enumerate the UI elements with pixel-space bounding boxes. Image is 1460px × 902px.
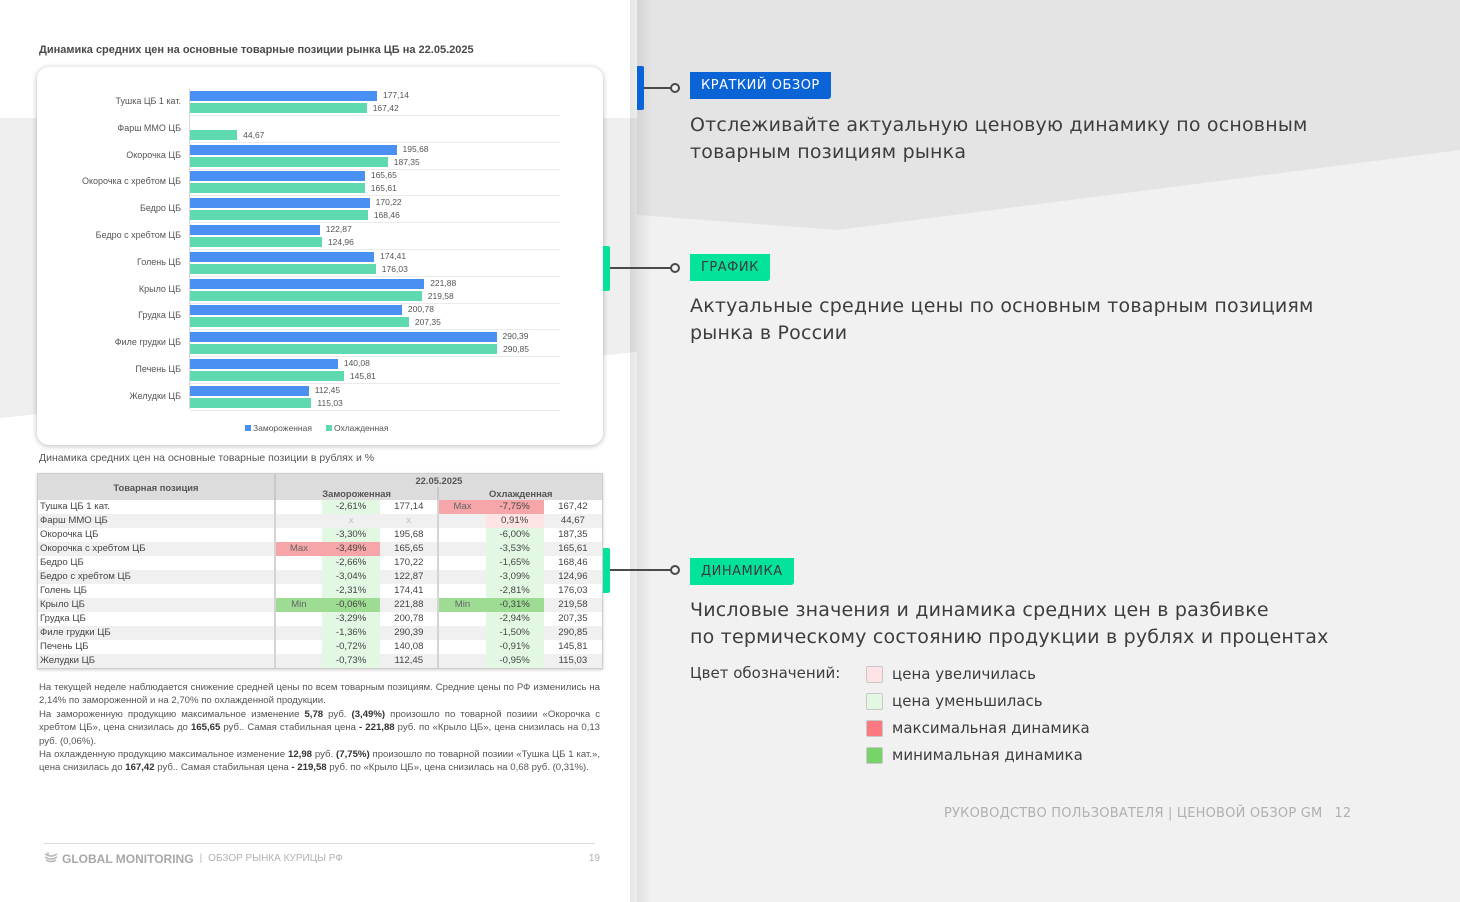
- frozen-price: 140,08: [380, 640, 438, 654]
- frozen-flag: [275, 584, 322, 598]
- table-row: [38, 626, 602, 640]
- bar-value-frozen: 112,45: [314, 384, 341, 395]
- bar-chilled: [190, 210, 368, 220]
- bar-frozen: [190, 305, 402, 315]
- frozen-price: 112,45: [380, 654, 438, 668]
- chilled-flag: [438, 570, 485, 584]
- callout-line-overview: [644, 87, 671, 89]
- frozen-price: 177,14: [380, 500, 438, 514]
- chilled-change-pct: -0,31%: [486, 598, 544, 612]
- callout-line-chart: [610, 267, 671, 269]
- legend-item-max-dynamics: максимальная динамика: [866, 719, 1090, 737]
- position-name: Окорочка ЦБ: [38, 528, 275, 542]
- page-shadow: [630, 0, 652, 902]
- header-chilled: Охлажденная: [438, 487, 602, 500]
- position-name: Грудка ЦБ: [38, 612, 275, 626]
- bar-frozen: [190, 279, 424, 289]
- legend-frozen: Замороженная: [245, 423, 312, 433]
- bar-value-frozen: 200,78: [407, 304, 434, 315]
- position-name: Голень ЦБ: [38, 584, 275, 598]
- category-label: Грудка ЦБ: [138, 310, 181, 321]
- chilled-flag: [438, 612, 485, 626]
- table-title: Динамика средних цен на основные товарные позиции в рублях и %: [39, 452, 375, 464]
- summary-text: [39, 681, 600, 775]
- frozen-flag: [275, 500, 322, 514]
- bar-value-chilled: 290,85: [503, 344, 529, 355]
- chilled-flag: [438, 528, 485, 542]
- bar-frozen: [190, 91, 377, 101]
- position-name: Печень ЦБ: [38, 640, 275, 654]
- table-row: [38, 654, 602, 668]
- callout-description-chart: Актуальные средние цены по основным товарным позициям рынка в России: [690, 295, 1314, 344]
- bar-chilled: [190, 157, 388, 167]
- price-dynamics-table: [37, 473, 603, 669]
- callout-marker-dynamics: [603, 548, 610, 593]
- category-label: Бедро ЦБ: [139, 203, 181, 214]
- table-row: [38, 514, 602, 528]
- bar-chart: [37, 67, 603, 445]
- bar-chilled: [190, 183, 365, 193]
- frozen-price: 221,88: [380, 598, 438, 612]
- bar-value-frozen: 170,22: [375, 197, 402, 208]
- frozen-change-pct: x: [322, 514, 380, 528]
- swatch-min-dynamics: [866, 747, 883, 764]
- position-name: Филе грудки ЦБ: [38, 626, 275, 640]
- table-row: [38, 640, 602, 654]
- bar-value-frozen: 195,68: [402, 143, 429, 154]
- table-row: [38, 612, 602, 626]
- document-footer: [44, 851, 600, 866]
- bar-value-frozen: 177,14: [382, 90, 409, 100]
- chilled-price: 176,03: [558, 585, 588, 596]
- frozen-price: 122,87: [380, 570, 438, 584]
- footer-divider-bar: |: [199, 853, 203, 864]
- bar-frozen: [190, 359, 338, 369]
- bar-frozen: [190, 252, 374, 262]
- frozen-price: 165,65: [380, 542, 438, 556]
- bar-value-chilled: 165,61: [370, 183, 397, 194]
- callout-marker-overview: [637, 66, 644, 110]
- position-name: Крыло ЦБ: [38, 598, 275, 612]
- table-row: [38, 542, 602, 556]
- frozen-flag: Max: [275, 542, 322, 556]
- chilled-change-pct: -0,95%: [486, 654, 544, 668]
- frozen-change-pct: -3,30%: [322, 528, 380, 542]
- chilled-flag: [438, 542, 485, 556]
- frozen-price: 200,78: [380, 612, 438, 626]
- chilled-change-pct: -3,53%: [486, 542, 544, 556]
- frozen-change-pct: -0,73%: [322, 654, 380, 668]
- frozen-price: 290,39: [380, 626, 438, 640]
- chilled-price: 168,46: [558, 557, 588, 568]
- table-row: [38, 584, 602, 598]
- category-label: Фарш ММО ЦБ: [117, 122, 181, 133]
- chilled-change-pct: -1,65%: [486, 556, 544, 570]
- chart-row: [37, 223, 603, 250]
- frozen-change-pct: -1,36%: [322, 626, 380, 640]
- bar-value-frozen: 221,88: [430, 277, 457, 288]
- chilled-price: 207,35: [558, 613, 588, 624]
- legend-swatch-frozen: [245, 425, 251, 431]
- chart-legend: [245, 423, 388, 433]
- frozen-change-pct: -0,06%: [322, 598, 380, 612]
- frozen-price: 195,68: [380, 528, 438, 542]
- bar-value-frozen: 140,08: [343, 358, 370, 368]
- tag-overview: КРАТКИЙ ОБЗОР: [690, 72, 831, 99]
- bar-chilled: [190, 237, 322, 247]
- position-name: Тушка ЦБ 1 кат.: [38, 500, 275, 514]
- guide-footer: [944, 806, 1351, 821]
- table-row: [38, 500, 602, 514]
- color-legend-title: Цвет обозначений:: [690, 664, 841, 682]
- bar-chilled: [190, 130, 237, 140]
- chilled-change-pct: -6,00%: [486, 528, 544, 542]
- category-label: Филе грудки ЦБ: [114, 337, 181, 348]
- legend-item-price-decreased: цена уменьшилась: [866, 692, 1043, 710]
- frozen-change-pct: -0,72%: [322, 640, 380, 654]
- callout-dot-chart: [670, 263, 680, 273]
- callout-description-dynamics: Числовые значения и динамика средних цен в разбивке по термическому состоянию продукции в рублях и процентах: [690, 599, 1329, 648]
- globe-logo-icon: [44, 851, 58, 866]
- frozen-change-pct: -3,49%: [322, 542, 380, 556]
- bar-value-chilled: 207,35: [414, 317, 441, 328]
- chilled-price: 167,42: [558, 501, 588, 512]
- footer-brand: GLOBAL MONITORING: [62, 851, 194, 866]
- chilled-flag: [438, 514, 485, 528]
- frozen-flag: [275, 556, 322, 570]
- category-label: Окорочка с хребтом ЦБ: [81, 176, 181, 187]
- bar-chilled: [190, 317, 409, 327]
- legend-swatch-chilled: [326, 425, 332, 431]
- guide-footer-text: РУКОВОДСТВО ПОЛЬЗОВАТЕЛЯ | ЦЕНОВОЙ ОБЗОР GM: [944, 806, 1323, 821]
- callout-description-overview: Отслеживайте актуальную ценовую динамику по основным товарным позициям рынка: [690, 114, 1308, 163]
- tag-chart: ГРАФИК: [690, 254, 770, 281]
- category-label: Голень ЦБ: [136, 256, 181, 267]
- table-row: [38, 556, 602, 570]
- footer-page-number: 19: [588, 853, 600, 864]
- chilled-price: 124,96: [544, 570, 602, 584]
- chilled-price: 145,81: [558, 641, 588, 652]
- chilled-flag: [438, 584, 485, 598]
- bar-value-chilled: 44,67: [243, 129, 265, 140]
- bar-value-chilled: 124,96: [327, 237, 354, 247]
- frozen-price: x: [380, 514, 438, 528]
- position-name: Бедро с хребтом ЦБ: [38, 570, 275, 584]
- chart-row: [37, 277, 603, 304]
- category-label: Бедро с хребтом ЦБ: [95, 230, 181, 240]
- frozen-change-pct: -2,61%: [322, 500, 380, 514]
- bar-frozen: [190, 171, 365, 181]
- callout-dot-overview: [670, 83, 680, 93]
- chilled-change-pct: -2,94%: [486, 612, 544, 626]
- bar-value-frozen: 290,39: [502, 331, 529, 342]
- chart-row: [37, 89, 603, 116]
- chilled-flag: [438, 654, 485, 668]
- category-label: Окорочка ЦБ: [126, 149, 181, 160]
- row-separator: [190, 410, 560, 411]
- chilled-price: 165,61: [544, 542, 602, 556]
- bar-value-chilled: 187,35: [393, 156, 420, 167]
- summary-paragraph-2: На замороженную продукцию максимальное изменение 5,78 руб. (3,49%) произошло по товарной позиии «Окорочка с хребтом ЦБ», цена снизилась до 165,65 руб.. Самая стабильная цена - 221,88 руб. по «Крыло ЦБ», цена снизилась на 0,13 руб. (0,06%).: [39, 708, 601, 747]
- bar-chilled: [190, 264, 376, 274]
- header-frozen: Замороженная: [275, 487, 439, 500]
- category-label: Тушка ЦБ 1 кат.: [115, 96, 181, 106]
- bar-frozen: [190, 332, 497, 342]
- chilled-change-pct: -0,91%: [486, 640, 544, 654]
- frozen-flag: [275, 612, 322, 626]
- bar-value-frozen: 174,41: [380, 250, 407, 261]
- summary-paragraph-3: На охлажденную продукцию максимальное изменение 12,98 руб. (7,75%) произошло по товарной позиии «Тушка ЦБ 1 кат.», цена снизилась до 167,42 руб.. Самая стабильная цена - 219,58 руб. по «Крыло ЦБ», цена снизилась на 0,68 руб. (0,31%).: [39, 749, 601, 774]
- chart-row: [37, 357, 603, 384]
- swatch-max-dynamics: [866, 720, 883, 737]
- table-row: [38, 528, 602, 542]
- frozen-flag: [275, 528, 322, 542]
- category-label: Крыло ЦБ: [138, 283, 181, 294]
- frozen-price: 170,22: [380, 556, 438, 570]
- chart-row: [37, 169, 603, 196]
- bar-value-chilled: 168,46: [373, 210, 400, 221]
- bar-value-chilled: 219,58: [427, 290, 454, 301]
- bar-value-frozen: 165,65: [370, 170, 397, 181]
- chilled-change-pct: -2,81%: [486, 584, 544, 598]
- frozen-change-pct: -2,66%: [322, 556, 380, 570]
- bar-chilled: [190, 344, 497, 354]
- bar-value-chilled: 115,03: [317, 397, 343, 408]
- legend-chilled: Охлажденная: [326, 423, 389, 433]
- chart-row: [37, 196, 603, 223]
- chart-row: [37, 143, 603, 170]
- frozen-flag: [275, 626, 322, 640]
- header-position: Товарная позиция: [38, 474, 275, 500]
- table-row: [38, 598, 602, 612]
- bar-frozen: [190, 225, 320, 235]
- bar-chilled: [190, 371, 344, 381]
- frozen-change-pct: -3,04%: [322, 570, 380, 584]
- frozen-flag: Min: [275, 598, 322, 612]
- position-name: Желудки ЦБ: [38, 654, 275, 668]
- chilled-flag: [438, 556, 485, 570]
- chart-title: Динамика средних цен на основные товарные позиции рынка ЦБ на 22.05.2025: [39, 44, 474, 56]
- frozen-change-pct: -3,29%: [322, 612, 380, 626]
- table-row: [38, 570, 602, 584]
- bar-value-chilled: 176,03: [381, 263, 408, 274]
- header-date: 22.05.2025: [275, 474, 602, 487]
- legend-item-price-increased: цена увеличилась: [866, 665, 1036, 683]
- chart-row: [37, 384, 603, 411]
- bar-chilled: [190, 103, 367, 113]
- bar-frozen: [190, 145, 397, 155]
- footer-divider: [44, 843, 595, 844]
- guide-page-number: 12: [1334, 806, 1352, 821]
- chilled-flag: Min: [438, 598, 485, 612]
- frozen-flag: [275, 654, 322, 668]
- chart-row: [37, 250, 603, 277]
- chart-row: [37, 330, 603, 357]
- chilled-price: 290,85: [544, 626, 602, 640]
- callout-line-dynamics: [610, 569, 671, 571]
- tag-dynamics: ДИНАМИКА: [690, 558, 794, 585]
- bar-frozen: [190, 198, 370, 208]
- frozen-flag: [275, 570, 322, 584]
- bar-value-chilled: 167,42: [372, 103, 399, 113]
- callout-marker-chart: [603, 246, 610, 291]
- summary-paragraph-1: На текущей неделе наблюдается снижение средней цены по всем товарным позициям. Средние цены по РФ изменились на 2,14% по замороженной и на 2,70% по охлажденной продукции.: [39, 682, 600, 707]
- chilled-price: 187,35: [558, 529, 588, 540]
- chilled-flag: Max: [438, 500, 485, 514]
- chilled-flag: [438, 626, 485, 640]
- chart-row: [37, 116, 603, 143]
- swatch-price-increased: [866, 666, 883, 683]
- chilled-change-pct: -3,09%: [486, 570, 544, 584]
- chilled-change-pct: 0,91%: [486, 514, 544, 528]
- chart-row: [37, 303, 603, 330]
- legend-item-min-dynamics: минимальная динамика: [866, 746, 1083, 764]
- frozen-flag: [275, 640, 322, 654]
- chilled-change-pct: -1,50%: [486, 626, 544, 640]
- frozen-flag: [275, 514, 322, 528]
- chilled-price: 219,58: [544, 598, 602, 612]
- bar-value-chilled: 145,81: [349, 371, 376, 381]
- category-label: Печень ЦБ: [135, 364, 181, 374]
- bar-frozen: [190, 386, 309, 396]
- chilled-flag: [438, 640, 485, 654]
- frozen-price: 174,41: [380, 584, 438, 598]
- chilled-price: 115,03: [544, 654, 602, 668]
- bar-chilled: [190, 398, 311, 408]
- document-page: [0, 0, 637, 902]
- footer-subtitle: ОБЗОР РЫНКА КУРИЦЫ РФ: [208, 853, 343, 864]
- swatch-price-decreased: [866, 693, 883, 710]
- position-name: Фарш ММО ЦБ: [38, 514, 275, 528]
- position-name: Окорочка с хребтом ЦБ: [38, 542, 275, 556]
- callout-dot-dynamics: [670, 565, 680, 575]
- frozen-change-pct: -2,31%: [322, 584, 380, 598]
- bar-value-frozen: 122,87: [325, 224, 352, 234]
- chilled-change-pct: -7,75%: [486, 500, 544, 514]
- chilled-price: 44,67: [544, 514, 602, 528]
- bar-chilled: [190, 291, 422, 301]
- category-label: Желудки ЦБ: [129, 390, 181, 401]
- position-name: Бедро ЦБ: [38, 556, 275, 570]
